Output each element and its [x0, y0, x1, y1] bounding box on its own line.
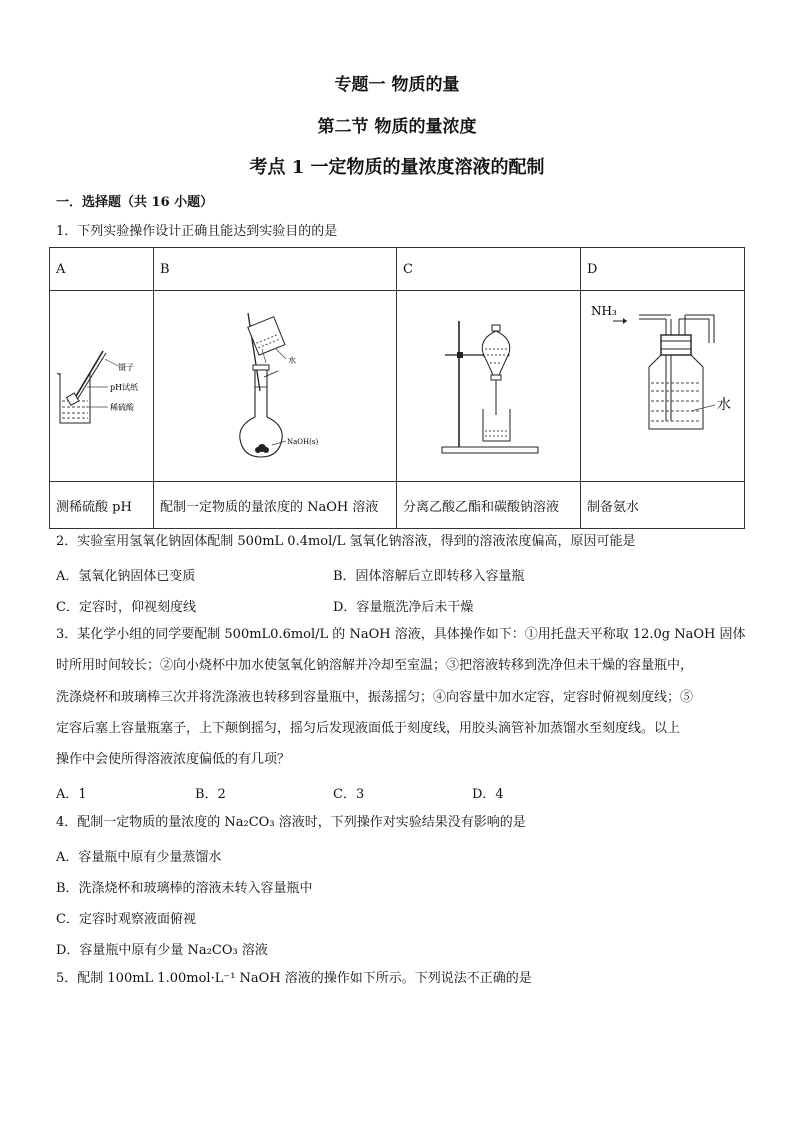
q3-line-3: 洗涤烧杯和玻璃棒三次并将洗涤液也转移到容量瓶中，振荡摇匀；④向容量中加水定容，定容时俯视刻度线；⑤ [56, 690, 694, 705]
label-ph-paper: pH试纸 [110, 383, 139, 392]
q2-option-d: D．容量瓶洗净后未干燥 [333, 600, 474, 615]
point-title: 考点 1 一定物质的量浓度溶液的配制 [249, 157, 545, 178]
q3-line-4: 定容后塞上容量瓶塞子，上下颠倒摇匀，摇匀后发现液面低于刻度线，用胶头滴管补加蒸馏水至刻度线。以上 [56, 721, 681, 736]
q4-option-d: D．容量瓶中原有少量 Na₂CO₃ 溶液 [56, 943, 268, 958]
q4-option-c: C．定容时观察液面俯视 [56, 912, 196, 927]
label-tweezers: 镊子 [118, 363, 134, 372]
q1-table [49, 247, 745, 529]
q5-stem: 5．配制 100mL 1.00mol·L⁻¹ NaOH 溶液的操作如下所示。下列说法不正确的是 [56, 971, 532, 986]
q1-header-d: D [581, 248, 745, 291]
volumetric-flask-figure [154, 291, 397, 477]
label-dilute-acid: 稀硫酸 [110, 403, 134, 412]
label-water-d: 水 [717, 397, 731, 413]
q3-option-c: C．3 [333, 787, 365, 802]
q1-header-c: C [397, 248, 581, 291]
section-title: 第二节 物质的量浓度 [317, 117, 477, 137]
label-nh3: NH₃ [591, 304, 617, 318]
ammonia-bottle-figure [581, 291, 745, 477]
q1-caption-a: 测稀硫酸 pH [50, 482, 154, 529]
separatory-funnel-figure [397, 291, 581, 477]
q4-stem: 4．配制一定物质的量浓度的 Na₂CO₃ 溶液时，下列操作对实验结果没有影响的是 [56, 815, 526, 830]
q1-caption-b: 配制一定物质的量浓度的 NaOH 溶液 [154, 482, 397, 529]
q1-caption-c: 分离乙酸乙酯和碳酸钠溶液 [397, 482, 581, 529]
q1-caption-d: 制备氨水 [581, 482, 745, 529]
ph-test-figure [50, 291, 154, 477]
q1-figure-d [581, 291, 745, 482]
q3-line-1: 3．某化学小组的同学要配制 500mL0.6mol/L 的 NaOH 溶液，具体操作如下：①用托盘天平称取 12.0g NaOH 固体 [56, 627, 746, 642]
q4-option-b: B．洗涤烧杯和玻璃棒的溶液未转入容量瓶中 [56, 881, 313, 896]
q3-option-a: A．1 [56, 787, 87, 802]
q2-option-a: A．氢氧化钠固体已变质 [56, 569, 196, 584]
q1-figure-c [397, 291, 581, 482]
q1-figure-b [154, 291, 397, 482]
q3-line-2: 时所用时间较长；②向小烧杯中加水使氢氧化钠溶解并冷却至室温；③把溶液转移到洗净但未干燥的容量瓶中， [56, 658, 694, 673]
q2-stem: 2．实验室用氢氧化钠固体配制 500mL 0.4mol/L 氢氧化钠溶液，得到的溶液浓度偏高，原因可能是 [56, 534, 636, 549]
q3-option-b: B．2 [195, 787, 226, 802]
q2-option-b: B．固体溶解后立即转移入容量瓶 [333, 569, 525, 584]
q3-option-d: D．4 [472, 787, 504, 802]
q1-figure-a [50, 291, 154, 482]
q1-header-a: A [50, 248, 154, 291]
section-heading: 一．选择题（共 16 小题） [56, 195, 214, 210]
label-naoh-solid: NaOH(s) [287, 438, 319, 446]
q1-header-b: B [154, 248, 397, 291]
q2-option-c: C．定容时，仰视刻度线 [56, 600, 196, 615]
chapter-title: 专题一 物质的量 [334, 75, 460, 95]
q4-option-a: A．容量瓶中原有少量蒸馏水 [56, 850, 222, 865]
q3-line-5: 操作中会使所得溶液浓度偏低的有几项？ [56, 752, 291, 767]
label-water-b: 水 [288, 356, 296, 365]
q1-stem: 1．下列实验操作设计正确且能达到实验目的的是 [56, 224, 338, 239]
